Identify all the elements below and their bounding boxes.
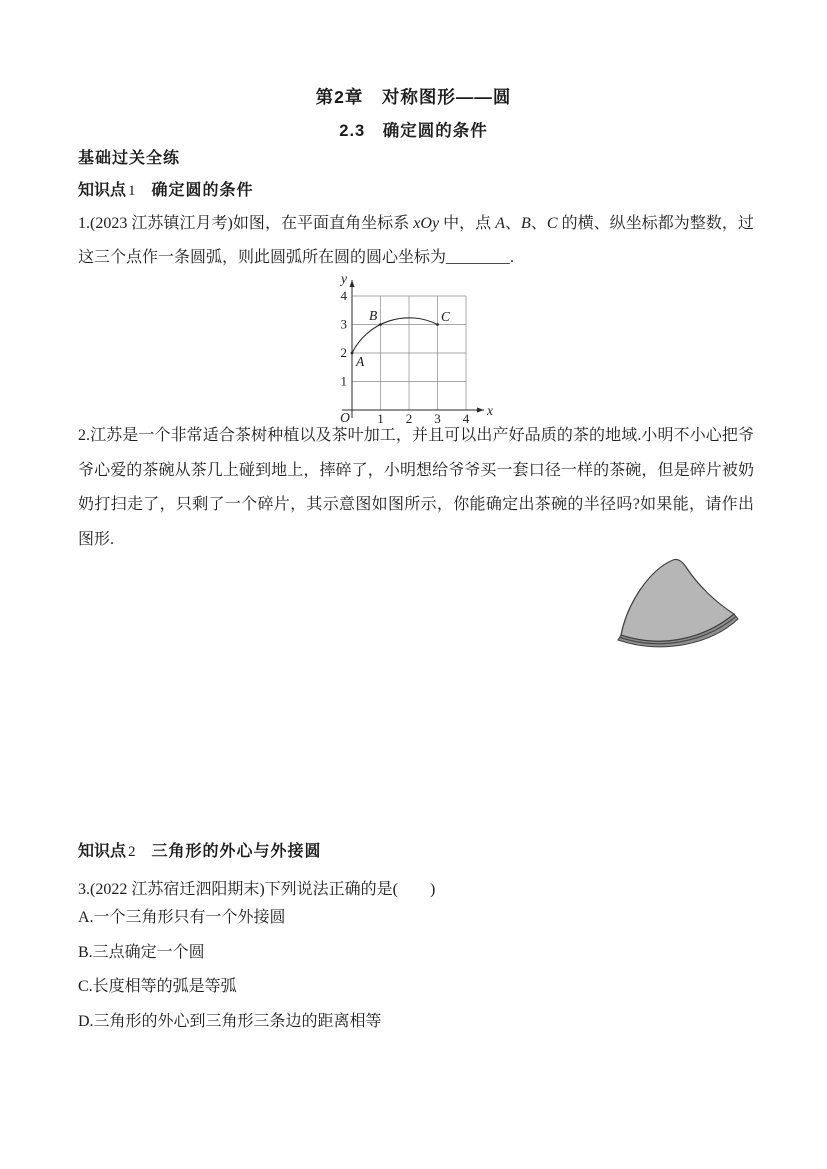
practice-banner: 基础过关全练 — [78, 150, 181, 167]
x-tick-3: 3 — [434, 411, 441, 426]
q1-var-xoy: xOy — [413, 215, 440, 232]
knowledge-point-1-heading — [78, 177, 254, 200]
x-tick-2: 2 — [405, 411, 413, 426]
y-axis-label: y — [341, 272, 347, 286]
y-axis-arrow — [350, 280, 355, 287]
point-c-label: C — [441, 309, 451, 324]
q1-text-part: 中，点 — [439, 215, 496, 232]
q1-var-c: C — [546, 215, 558, 232]
y-tick-2: 2 — [340, 345, 347, 360]
q1-text-part: 1.(2023 江苏镇江月考)如图，在平面直角坐标系 — [78, 215, 414, 232]
q1-var-a: A — [495, 215, 505, 232]
knowledge-point-2-heading — [78, 838, 322, 861]
q1-text-part: 、 — [504, 215, 522, 232]
axes — [342, 280, 484, 418]
coordinate-graph-figure — [334, 272, 504, 433]
q1-text-part: 的横、纵坐标都为整数，过这三个点作一条圆弧，则此圆弧所在圆的圆心坐标为 — [78, 215, 754, 266]
bowl-shard-figure — [615, 552, 755, 669]
x-tick-1: 1 — [377, 411, 384, 426]
question-3-stem: 3.(2022 江苏宿迁泗阳期末)下列说法正确的是( ) — [78, 881, 436, 898]
point-b-dot — [379, 323, 382, 326]
chapter-title: 第2章 对称图形——圆 — [315, 87, 512, 107]
point-a-dot — [351, 352, 354, 355]
option-d: D.三角形的外心到三角形三条边的距离相等 — [78, 1012, 382, 1030]
kp1-number: 1 — [128, 183, 136, 199]
kp2-label: 知识点 — [78, 843, 127, 860]
q1-var-b: B — [521, 215, 531, 232]
section-title: 2.3 确定圆的条件 — [339, 122, 488, 140]
bowl-shard-svg — [615, 552, 755, 664]
q1-text-part: . — [510, 249, 515, 266]
circular-arc — [352, 318, 438, 353]
kp2-title: 三角形的外心与外接圆 — [151, 843, 322, 860]
option-a: A.一个三角形只有一个外接圆 — [78, 909, 286, 926]
question-3-options — [78, 901, 754, 1039]
point-c-dot — [436, 323, 439, 326]
coordinate-graph-svg — [334, 272, 504, 428]
x-axis-arrow — [477, 408, 484, 413]
kp2-number: 2 — [128, 844, 136, 860]
y-tick-3: 3 — [340, 316, 347, 332]
option-c: C.长度相等的弧是等弧 — [78, 978, 237, 995]
point-a-label: A — [356, 354, 365, 369]
x-tick-4: 4 — [462, 411, 470, 426]
answer-blank: ________ — [446, 249, 511, 266]
x-axis-label: x — [487, 403, 493, 418]
question-1-text — [78, 207, 754, 275]
kp1-title: 确定圆的条件 — [151, 182, 254, 199]
y-tick-4: 4 — [340, 288, 347, 303]
point-b-label: B — [369, 308, 378, 323]
kp1-label: 知识点 — [78, 182, 127, 199]
option-b: B.三点确定一个圆 — [78, 943, 205, 961]
q1-text-part: 、 — [530, 215, 547, 232]
question-2-text: 2.江苏是一个非常适合茶树种植以及茶叶加工，并且可以出产好品质的茶的地域.小明不小心把爷爷心爱的茶碗从茶几上碰到地上，摔碎了，小明想给爷爷买一套口径一样的茶碗，但是碎片被奶奶打扫走了，只剩了一个碎片，其示意图如图所示，你能确定出茶碗的半径吗?如果能，请作出图形. — [78, 427, 754, 548]
origin-label: O — [340, 410, 350, 425]
y-tick-1: 1 — [340, 373, 347, 389]
